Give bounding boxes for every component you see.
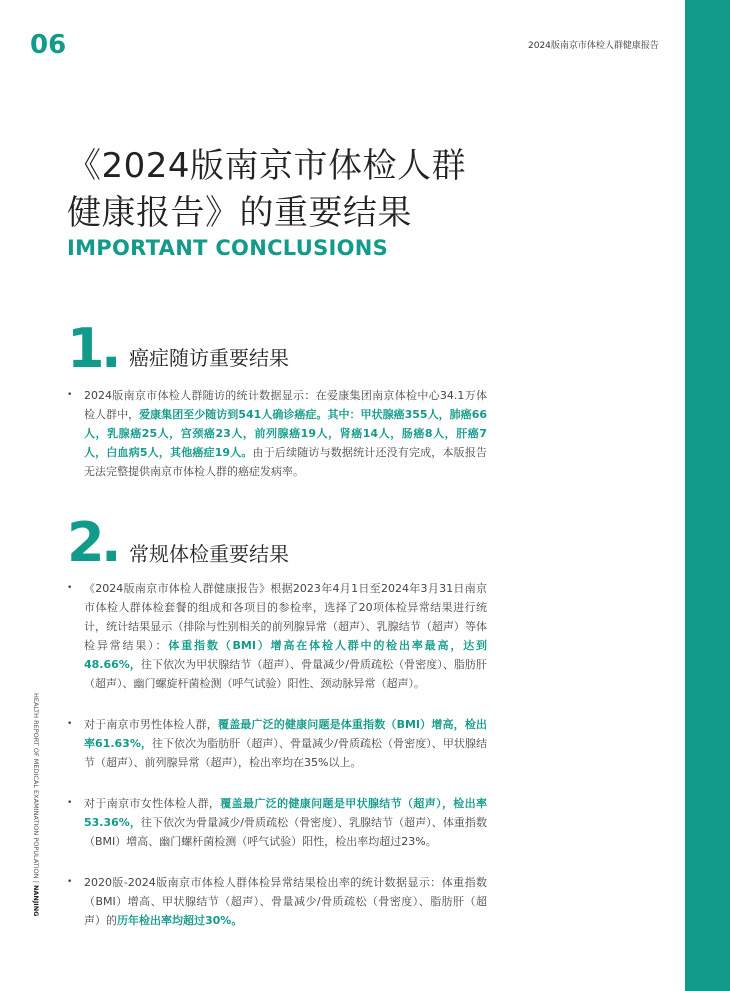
- section-2-number: 2: [67, 511, 105, 574]
- list-item: [67, 794, 487, 851]
- bullet-text: 《2024版南京市体检人群健康报告》根据2023年4月1日至2024年3月31日南京市体检人群体检套餐的组成和各项目的参检率，选择了20项体检异常结果进行统计，统计结果显示（排除与性别相关的前列腺异常（超声）、乳腺结节（超声）等体检异常结果）：: [84, 582, 487, 652]
- bullet-highlight: 体重指数（BMI）增高在体检人群中的检出率最高，达到48.66%，: [84, 639, 488, 671]
- section-1-list: [67, 386, 487, 481]
- section-2-dot: .: [101, 511, 122, 574]
- bullet-text: 2024版南京市体检人群随访的统计数据显示：在爱康集团南京体检中心34.1万体检人群中，: [84, 389, 487, 421]
- side-text-bold: NANJING: [32, 884, 40, 917]
- side-vertical-text: [30, 693, 40, 933]
- section-1-heading: [67, 317, 467, 382]
- bullet-highlight: 历年检出率均超过30%。: [117, 914, 243, 927]
- bullet-text: 对于南京市女性体检人群，: [84, 797, 221, 810]
- bullet-text: 往下依次为甲状腺结节（超声）、骨量减少/骨质疏松（骨密度）、脂肪肝（超声）、幽门螺旋杆菌检测（呼气试验）阳性、颈动脉异常（超声）。: [84, 658, 487, 690]
- list-item: [67, 873, 487, 930]
- page-number: 06: [30, 30, 67, 60]
- bullet-text: 往下依次为骨量减少/骨质疏松（骨密度）、乳腺结节（超声）、体重指数（BMI）增高、幽门螺杆菌检测（呼气试验）阳性，检出率均超过23%。: [84, 816, 487, 848]
- bullet-text: 往下依次为脂肪肝（超声）、骨量减少/骨质疏松（骨密度）、甲状腺结节（超声）、前列腺异常（超声），检出率均在35%以上。: [84, 737, 487, 769]
- page-title-line-1: 《2024版南京市体检人群: [67, 146, 467, 186]
- list-item: [67, 715, 487, 772]
- header-title: 2024版南京市体检人群健康报告: [528, 41, 659, 51]
- page-title-line-2: 健康报告》的重要结果: [67, 193, 412, 233]
- page-subtitle: IMPORTANT CONCLUSIONS: [67, 236, 389, 260]
- section-1-dot: .: [101, 317, 122, 380]
- section-2-heading: [67, 511, 467, 576]
- bullet-text: 由于后续随访与数据统计还没有完成，本版报告无法完整提供南京市体检人群的癌症发病率。: [84, 446, 487, 478]
- section-2-list: [67, 579, 487, 930]
- page-title: [67, 143, 587, 237]
- bullet-highlight: 爱康集团至少随访到541人确诊癌症。其中：甲状腺癌355人，肺癌66人，乳腺癌25人，宫颈癌23人，前列腺癌19人，肾癌14人，肠癌8人，肝癌7人，白血病5人，其他癌症19人。: [84, 408, 488, 459]
- side-text-main: HEALTH REPORT OF MEDICAL EXAMINATION POPULATION: [32, 693, 40, 879]
- list-item: [67, 579, 487, 693]
- bullet-text: 对于南京市男性体检人群，: [84, 718, 218, 731]
- list-item: [67, 386, 487, 481]
- side-text-separator: |: [32, 878, 40, 885]
- side-accent-bar: [685, 0, 730, 991]
- bullet-text: 2020版-2024版南京市体检人群体检异常结果检出率的统计数据显示：体重指数（BMI）增高、甲状腺结节（超声）、骨量减少/骨质疏松（骨密度）、脂肪肝（超声）的: [84, 876, 487, 927]
- bullet-highlight: 覆盖最广泛的健康问题是体重指数（BMI）增高，检出率61.63%，: [84, 718, 487, 750]
- section-2-title: 常规体检重要结果: [129, 542, 289, 566]
- bullet-highlight: 覆盖最广泛的健康问题是甲状腺结节（超声），检出率53.36%，: [84, 797, 488, 829]
- section-1-title: 癌症随访重要结果: [129, 346, 289, 370]
- section-1-number: 1: [67, 317, 105, 380]
